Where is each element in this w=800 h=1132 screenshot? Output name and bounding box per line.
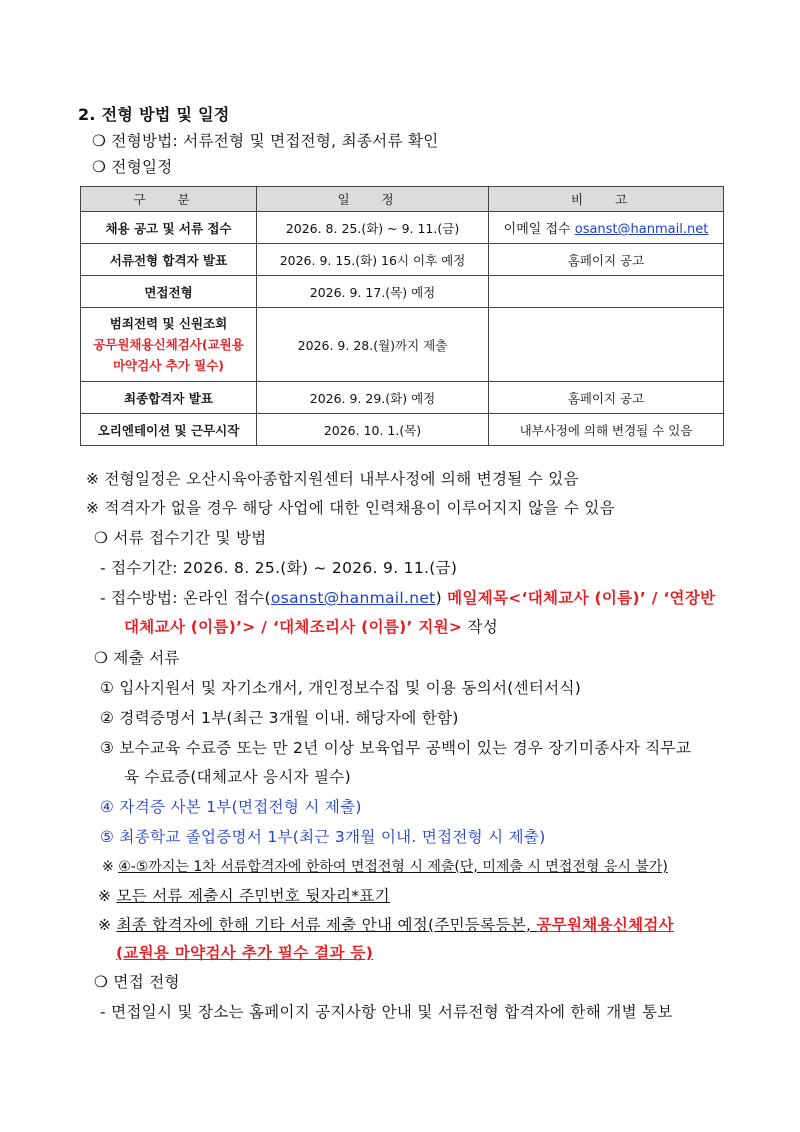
row-note: 내부사정에 의해 변경될 수 있음: [489, 414, 724, 446]
remark-text: 모든 서류 제출시 주민번호 뒷자리*표기: [116, 887, 390, 905]
receipt-method-prefix: - 접수방법: 온라인 접수(: [100, 589, 271, 607]
remark-text: 최종 합격자에 한해 기타 서류 제출 안내 예정(주민등록등본,: [116, 916, 537, 934]
row-date: 2026. 8. 25.(화) ~ 9. 11.(금): [257, 212, 489, 244]
document-item: ② 경력증명서 1부(최근 3개월 이내. 해당자에 한함): [100, 709, 459, 727]
row-item-line: 마약검사 추가 필수): [112, 358, 225, 373]
note-no-candidate: ※ 적격자가 없을 경우 해당 사업에 대한 인력채용이 이루어지지 않을 수 있음: [86, 499, 615, 517]
mail-subject-rule: 메일제목<‘대체교사 (이름)’ / ‘연장반: [447, 589, 716, 607]
row-date: 2026. 9. 15.(화) 16시 이후 예정: [257, 244, 489, 276]
receipt-email-link[interactable]: osanst@hanmail.net: [270, 589, 436, 607]
row-item: [81, 308, 257, 382]
interview-heading: ❍ 면접 전형: [94, 973, 180, 991]
header-date: 일 정: [257, 187, 489, 212]
table-row: [81, 212, 724, 244]
row-note: 홈페이지 공고: [489, 382, 724, 414]
table-row: [81, 244, 724, 276]
receipt-heading: ❍ 서류 접수기간 및 방법: [94, 529, 267, 547]
remark-text: ④-⑤까지는 1차 서류합격자에 한하여 면접전형 시 제출(단, 미제출 시 면접전형 응시 불가): [118, 859, 668, 875]
row-note: [489, 308, 724, 382]
row-note: [489, 212, 724, 244]
receipt-method: [100, 587, 715, 609]
remark-mark: ※: [102, 859, 119, 875]
table-row: [81, 414, 724, 446]
row-note: [489, 276, 724, 308]
document-item: ⑤ 최종학교 졸업증명서 1부(최근 3개월 이내. 면접전형 시 제출): [100, 828, 546, 846]
section-title: 2. 전형 방법 및 일정: [78, 105, 230, 124]
document-remark: [98, 885, 390, 907]
document-remark-cont: (교원용 마약검사 추가 필수 결과 등): [116, 944, 374, 962]
row-item-line: 범죄전력 및 신원조회: [109, 316, 228, 331]
row-date: 2026. 9. 28.(월)까지 제출: [257, 308, 489, 382]
row-item: 최종합격자 발표: [81, 382, 257, 414]
document-remark: [102, 856, 668, 878]
remark-text-red: 공무원채용신체검사: [536, 916, 674, 934]
row-date: 2026. 9. 17.(목) 예정: [257, 276, 489, 308]
row-date: 2026. 10. 1.(목): [257, 414, 489, 446]
table-row: [81, 276, 724, 308]
row-item-line: 공무원채용신체검사(교원용: [93, 337, 244, 352]
table-row: [81, 382, 724, 414]
row-item: 채용 공고 및 서류 접수: [81, 212, 257, 244]
table-header-row: [81, 187, 724, 212]
table-row: [81, 308, 724, 382]
document-item: ③ 보수교육 수료증 또는 만 2년 이상 보육업무 공백이 있는 경우 장기미종사자 직무교: [100, 739, 692, 757]
receipt-method-tail: 작성: [462, 618, 498, 636]
row-note: 홈페이지 공고: [489, 244, 724, 276]
note-schedule-change: ※ 전형일정은 오산시육아종합지원센터 내부사정에 의해 변경될 수 있음: [86, 470, 579, 488]
schedule-table: [80, 186, 724, 446]
mail-subject-rule-cont: 대체교사 (이름)’> / ‘대체조리사 (이름)’ 지원>: [124, 618, 463, 636]
header-note: 비 고: [489, 187, 724, 212]
document-remark: [98, 914, 674, 936]
row-item: 서류전형 합격자 발표: [81, 244, 257, 276]
row-item: 오리엔테이션 및 근무시작: [81, 414, 257, 446]
header-category: 구 분: [81, 187, 257, 212]
receipt-period: - 접수기간: 2026. 8. 25.(화) ~ 2026. 9. 11.(금): [100, 559, 458, 577]
receipt-method-cont: [124, 616, 498, 638]
schedule-heading: ❍ 전형일정: [92, 158, 173, 176]
documents-heading: ❍ 제출 서류: [94, 649, 180, 667]
row-date: 2026. 9. 29.(화) 예정: [257, 382, 489, 414]
receipt-method-close: ): [435, 589, 442, 607]
document-item-cont: 육 수료증(대체교사 응시자 필수): [124, 768, 351, 786]
remark-mark: ※: [98, 916, 117, 934]
email-link[interactable]: osanst@hanmail.net: [574, 222, 709, 237]
method-line: ❍ 전형방법: 서류전형 및 면접전형, 최종서류 확인: [92, 132, 439, 150]
interview-line: - 면접일시 및 장소는 홈페이지 공지사항 안내 및 서류전형 합격자에 한해 개별 통보: [100, 1003, 673, 1021]
document-item: ④ 자격증 사본 1부(면접전형 시 제출): [100, 798, 362, 816]
row-item: 면접전형: [81, 276, 257, 308]
remark-mark: ※: [98, 887, 117, 905]
document-item: ① 입사지원서 및 자기소개서, 개인정보수집 및 이용 동의서(센터서식): [100, 679, 582, 697]
note-prefix: 이메일 접수: [503, 222, 575, 237]
